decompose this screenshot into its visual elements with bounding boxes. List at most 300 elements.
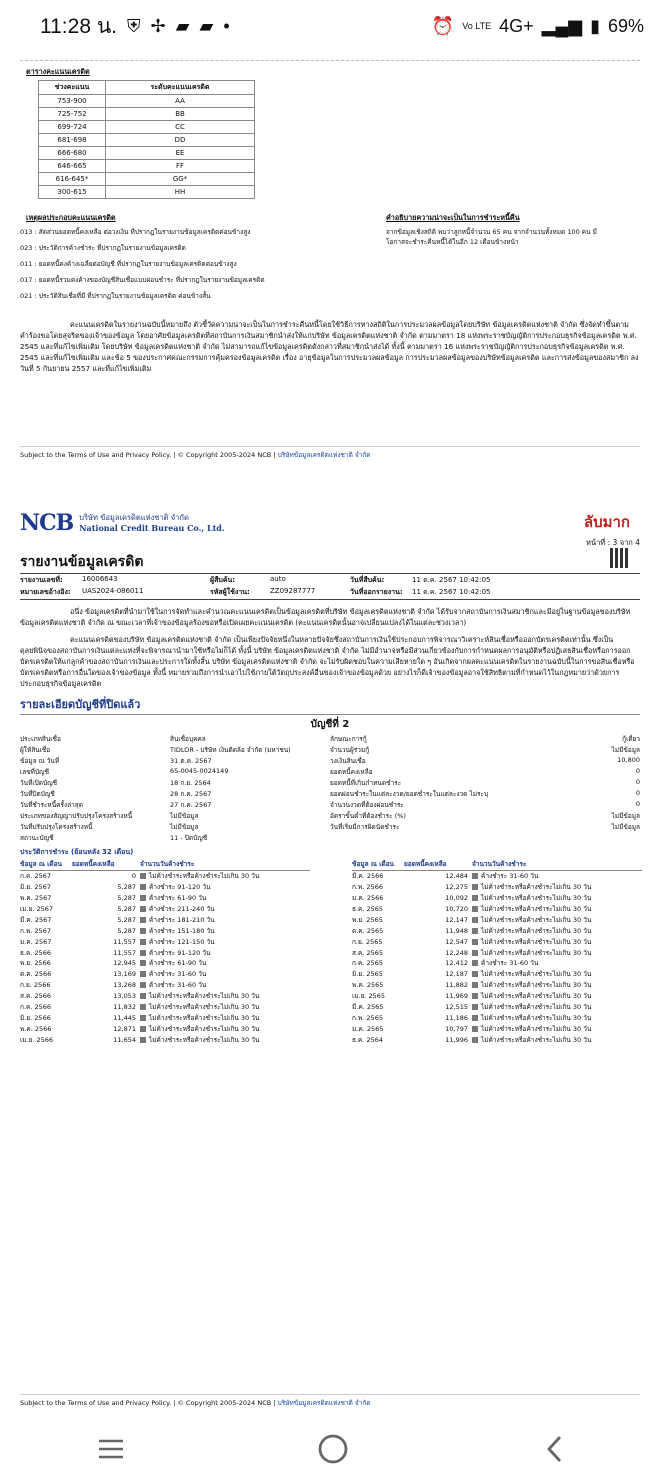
status-box-icon xyxy=(140,873,146,879)
report-title: รายงานข้อมูลเครดิต xyxy=(20,554,144,570)
detail-label: ข้อมูล ณ วันที่ xyxy=(20,757,60,765)
status-box-icon xyxy=(472,939,478,945)
history-row xyxy=(352,936,642,947)
detail-label: สถานะบัญชี xyxy=(20,834,54,842)
issue-date-value: 11 ต.ค. 2567 10:42:05 xyxy=(412,588,491,596)
history-balance: 5,287 xyxy=(117,926,136,935)
score-level-cell: CC xyxy=(106,121,255,134)
detail-value: ไม่มีข้อมูล xyxy=(170,823,199,831)
history-status xyxy=(472,882,642,892)
score-table-row xyxy=(39,186,255,199)
score-level-cell: FF xyxy=(106,160,255,173)
chat-icon: ▰ xyxy=(199,15,214,36)
status-box-icon xyxy=(140,906,146,912)
status-box-icon xyxy=(472,960,478,966)
history-row xyxy=(20,882,310,893)
status-bar xyxy=(0,0,666,52)
score-table-row xyxy=(39,147,255,160)
back-icon[interactable] xyxy=(525,1429,585,1469)
score-range-cell: 681-698 xyxy=(39,134,106,147)
history-status-text: ค้างชำระ 31-60 วัน xyxy=(481,959,539,968)
page-footer xyxy=(20,446,640,460)
detail-label: ประเภทของสัญญาปรับปรุงโครงสร้างหนี้ xyxy=(20,812,133,820)
history-status xyxy=(140,882,310,892)
history-status-text: ไม่ค้างชำระหรือค้างชำระไม่เกิน 30 วัน xyxy=(481,937,592,946)
detail-label: ยอดหนี้คงเหลือ xyxy=(330,768,373,776)
fan-icon: ✢ xyxy=(150,15,166,36)
status-box-icon xyxy=(140,950,146,956)
history-month: ม.ค. 2565 xyxy=(352,1024,384,1033)
detail-value: ไม่มีข้อมูล xyxy=(611,823,640,831)
history-status xyxy=(472,991,642,1001)
status-box-icon xyxy=(140,1004,146,1010)
history-balance: 11,557 xyxy=(113,937,136,946)
history-balance: 11,996 xyxy=(445,1035,468,1044)
history-balance: 0 xyxy=(131,872,136,881)
history-row xyxy=(352,871,642,882)
score-range-cell: 725-752 xyxy=(39,108,106,121)
detail-label: ยอดหนี้ที่เกินกำหนดชำระ xyxy=(330,779,402,787)
detail-label: วันที่ปิดบัญชี xyxy=(20,790,55,798)
history-status-text: ค้างชำระ 31-60 วัน xyxy=(481,872,539,881)
history-status-text: ไม่ค้างชำระหรือค้างชำระไม่เกิน 30 วัน xyxy=(481,948,592,957)
history-month: ส.ค. 2565 xyxy=(352,948,384,957)
battery-level: 69% xyxy=(607,15,644,36)
status-box-icon xyxy=(472,884,478,890)
history-status xyxy=(140,871,310,881)
history-row xyxy=(352,904,642,915)
detail-value: 18 ก.ย. 2564 xyxy=(170,779,211,787)
history-status xyxy=(140,958,310,968)
factor-item: 017 : ยอดหนี้รวมคงค้างของบัญชีสินเชื่อแบบผ่อนชำระ ที่ปรากฏในรายงานข้อมูลเครดิต xyxy=(20,276,265,284)
history-balance: 11,557 xyxy=(113,948,136,957)
history-status-text: ไม่ค้างชำระหรือค้างชำระไม่เกิน 30 วัน xyxy=(481,915,592,924)
volte-label: Vo LTE xyxy=(462,21,492,31)
score-level-cell: HH xyxy=(106,186,255,199)
history-row xyxy=(352,1034,642,1045)
inquiry-date-label: วันที่สืบค้น: xyxy=(350,576,385,584)
history-status xyxy=(140,893,310,903)
status-box-icon xyxy=(140,1026,146,1032)
history-row xyxy=(352,1002,642,1013)
history-status xyxy=(472,871,642,881)
history-header-cell: ข้อมูล ณ เดือน xyxy=(352,860,394,869)
detail-value: 28 ก.ค. 2567 xyxy=(170,790,212,798)
history-balance: 11,832 xyxy=(113,1003,136,1012)
history-row xyxy=(20,925,310,936)
score-table-row xyxy=(39,134,255,147)
detail-label: ยอดผ่อนชำระในแต่ละงวด/ยอดชำระในแต่ละงวด ไม่ระบุ xyxy=(330,790,489,798)
history-status xyxy=(140,969,310,979)
status-box-icon xyxy=(472,917,478,923)
report-info-bar xyxy=(20,573,640,600)
history-row xyxy=(352,914,642,925)
score-factors xyxy=(20,213,320,307)
score-table-row xyxy=(39,95,255,108)
history-balance: 11,882 xyxy=(445,981,468,990)
history-status-text: ค้างชำระ 121-150 วัน xyxy=(149,937,215,946)
history-row xyxy=(352,1023,642,1034)
history-status xyxy=(472,1013,642,1023)
score-level-cell: EE xyxy=(106,147,255,160)
company-name-th: บริษัท ข้อมูลเครดิตแห่งชาติ จำกัด xyxy=(79,512,189,522)
history-status-text: ค้างชำระ 181-210 วัน xyxy=(149,915,215,924)
history-header-cell: จำนวนวันค้างชำระ xyxy=(472,860,527,869)
history-row xyxy=(20,893,310,904)
history-status xyxy=(472,948,642,958)
signal-icon: ▂▄▆ xyxy=(541,15,583,36)
history-status-text: ค้างชำระ 61-90 วัน xyxy=(149,894,207,903)
detail-value: 65-0045-0024149 xyxy=(170,767,229,775)
detail-label: ผู้ให้สินเชื่อ xyxy=(20,746,51,754)
history-status-text: ไม่ค้างชำระหรือค้างชำระไม่เกิน 30 วัน xyxy=(149,1003,260,1012)
status-box-icon xyxy=(472,1004,478,1010)
status-box-icon xyxy=(140,1037,146,1043)
history-status-text: ค้างชำระ 211-240 วัน xyxy=(149,905,215,913)
alarm-icon: ⏰ xyxy=(431,15,455,36)
score-level-cell: BB xyxy=(106,108,255,121)
history-balance: 11,445 xyxy=(113,1013,136,1022)
inquiry-date-value: 11 ต.ค. 2567 10:42:05 xyxy=(412,576,491,584)
history-status-text: ค้างชำระ 151-180 วัน xyxy=(149,926,215,935)
history-month: พ.ย. 2565 xyxy=(352,915,383,924)
footer-link[interactable]: บริษัทข้อมูลเครดิตแห่งชาติ จำกัด xyxy=(277,451,371,459)
history-row xyxy=(20,980,310,991)
status-box-icon xyxy=(140,917,146,923)
history-status-text: ไม่ค้างชำระหรือค้างชำระไม่เกิน 30 วัน xyxy=(481,1024,592,1033)
score-table-title: ตารางคะแนนเครดิต xyxy=(26,67,90,76)
status-box-icon xyxy=(140,939,146,945)
status-box-icon xyxy=(140,928,146,934)
qr-code-icon xyxy=(610,548,630,568)
status-box-icon xyxy=(472,928,478,934)
history-status xyxy=(140,904,310,914)
history-month: ต.ค. 2565 xyxy=(352,926,384,935)
history-status-text: ไม่ค้างชำระหรือค้างชำระไม่เกิน 30 วัน xyxy=(481,883,592,892)
history-month: ก.พ. 2567 xyxy=(20,926,51,935)
factor-item: 021 : ประวัติสินเชื่อที่มี ที่ปรากฏในรายงานข้อมูลเครดิต ค่อนข้างสั้น xyxy=(20,292,211,300)
history-balance: 12,515 xyxy=(445,1003,468,1012)
status-box-icon xyxy=(140,960,146,966)
report-page-3 xyxy=(20,510,640,1045)
history-status-text: ไม่ค้างชำระหรือค้างชำระไม่เกิน 30 วัน xyxy=(481,1013,592,1022)
score-table xyxy=(38,80,255,199)
status-box-icon xyxy=(140,982,146,988)
status-box-icon xyxy=(140,895,146,901)
ncb-logo-text: NCB xyxy=(20,510,74,536)
score-range-cell: 666-680 xyxy=(39,147,106,160)
shield-icon: ⛨ xyxy=(127,15,141,36)
payment-history xyxy=(20,859,640,1045)
status-box-icon xyxy=(140,971,146,977)
confidential-label: ลับมาก xyxy=(583,513,630,531)
history-status xyxy=(472,926,642,936)
history-header-cell: จำนวนวันค้างชำระ xyxy=(140,860,195,869)
ref-label: หมายเลขอ้างอิง: xyxy=(20,588,71,596)
history-status xyxy=(140,1035,310,1045)
user-code-value: ZZ09287777 xyxy=(270,587,316,595)
detail-value: สินเชื่อบุคคล xyxy=(170,735,206,743)
history-status xyxy=(140,948,310,958)
history-status-text: ไม่ค้างชำระหรือค้างชำระไม่เกิน 30 วัน xyxy=(481,970,592,979)
detail-value: ไม่มีข้อมูล xyxy=(611,746,640,754)
score-table-row xyxy=(39,173,255,186)
history-month: ก.พ. 2566 xyxy=(352,883,383,892)
score-table-row xyxy=(39,121,255,134)
history-status xyxy=(472,1024,642,1034)
history-row xyxy=(352,991,642,1002)
history-row xyxy=(20,871,310,882)
status-box-icon xyxy=(140,993,146,999)
history-status xyxy=(472,969,642,979)
detail-value: 27 ก.ค. 2567 xyxy=(170,801,212,809)
history-row xyxy=(20,958,310,969)
score-range-cell: 300-615 xyxy=(39,186,106,199)
status-box-icon xyxy=(472,982,478,988)
history-month: เม.ย. 2567 xyxy=(20,905,54,913)
detail-value: 0 xyxy=(635,789,640,797)
history-balance: 10,720 xyxy=(445,905,468,913)
history-status xyxy=(472,1002,642,1012)
score-range-cell: 699-724 xyxy=(39,121,106,134)
history-balance: 11,948 xyxy=(445,926,468,935)
history-month: เม.ย. 2565 xyxy=(352,992,386,1001)
detail-value: 11 - ปิดบัญชี xyxy=(170,834,208,842)
history-month: พ.ค. 2565 xyxy=(352,981,384,990)
payment-history-title: ประวัติการชำระ (ย้อนหลัง 32 เดือน) xyxy=(20,848,134,856)
history-row xyxy=(352,882,642,893)
history-status xyxy=(140,1002,310,1012)
status-box-icon xyxy=(472,906,478,912)
history-month: ธ.ค. 2564 xyxy=(352,1035,384,1044)
chat-icon: ▰ xyxy=(175,15,190,36)
history-row xyxy=(20,991,310,1002)
history-month: ก.ย. 2566 xyxy=(20,981,51,990)
detail-label: วันที่เปิดบัญชี xyxy=(20,779,58,787)
history-status-text: ค้างชำระ 31-60 วัน xyxy=(149,970,207,979)
detail-value: TIDLOR - บริษัท เงินติดล้อ จำกัด (มหาชน) xyxy=(170,746,291,754)
disclaimer-paragraph-2: คะแนนเครดิตของบริษัท ข้อมูลเครดิตแห่งชาติ จำกัด เป็นเพียงปัจจัยหนึ่งในหลายปัจจัยซึ่งสถาบันการเงินใช้ประกอบการพิจารณาวิเคราะห์สินเชื่อหรือออกบัตรเครดิตเท่านั้น ซึ่งเป็นดุลยพินิจของสถาบันการเงินแต่ละแห่งที่จะพิจารณานำมาใช้หรือไม่ก็ได้ ทั้งนี้ บริษัท ข้อมูลเครดิตแห่งชาติ จำกัด ไม่มีอำนาจหรือมีส่วนเกี่ยวข้องกับการกำหนดผลการอนุมัติหรือปฏิเสธสินเชื่อหรือการออกบัตรเครดิตให้แก่ลูกค้าของสถาบันการเงินและประการใดทั้งสิ้น บริษัท ข้อมูลเครดิตแห่งชาติ จำกัด จะไม่รับผิดชอบในความเสียหายใด ๆ อันเกิดจากผลคะแนนเครดิตในรายงานฉบับนี้ในการขอสินเชื่อหรือบัตรเครดิตหรือการอื่นใดของเจ้าของข้อมูล ทั้งนี้ หมายรวมถึงการนำเอาไปใช้ภายใต้วัตถุประสงค์อื่นของเจ้าของข้อมูลด้วย อย่างไรก็ดีเจ้าของข้อมูลอาจใช้สิทธิตามที่กำหนดไว้ในกฎหมายว่าด้วยการประกอบธุรกิจข้อมูลเครดิต xyxy=(20,635,635,688)
status-box-icon xyxy=(472,993,478,999)
history-month: ม.ค. 2566 xyxy=(352,894,384,903)
history-balance: 5,287 xyxy=(117,915,136,924)
history-balance: 5,287 xyxy=(117,905,136,913)
history-balance: 11,969 xyxy=(445,992,468,1001)
history-status xyxy=(140,991,310,1001)
home-icon[interactable] xyxy=(303,1429,363,1469)
detail-value: 0 xyxy=(635,800,640,808)
history-row xyxy=(20,904,310,915)
history-month: ก.ค. 2565 xyxy=(352,959,384,968)
history-status-text: ไม่ค้างชำระหรือค้างชำระไม่เกิน 30 วัน xyxy=(481,926,592,935)
history-status-text: ไม่ค้างชำระหรือค้างชำระไม่เกิน 30 วัน xyxy=(481,1035,592,1044)
history-month: มิ.ย. 2567 xyxy=(20,883,51,892)
history-balance: 12,871 xyxy=(113,1024,136,1033)
history-row xyxy=(352,969,642,980)
report-no-value: 16006643 xyxy=(82,575,118,583)
history-status-text: ไม่ค้างชำระหรือค้างชำระไม่เกิน 30 วัน xyxy=(481,1003,592,1012)
history-status xyxy=(472,915,642,925)
detail-value: 0 xyxy=(635,767,640,775)
score-level-cell: AA xyxy=(106,95,255,108)
history-status-text: ค้างชำระ 91-120 วัน xyxy=(149,948,211,957)
inquirer-label: ผู้สืบค้น: xyxy=(210,576,236,584)
history-balance: 12,187 xyxy=(445,970,468,979)
history-balance: 13,053 xyxy=(113,992,136,1001)
detail-label: วันที่ปรับปรุงโครงสร้างหนี้ xyxy=(20,823,93,831)
detail-label: วันที่เริ่มมีการผิดนัดชำระ xyxy=(330,823,400,831)
history-row xyxy=(20,936,310,947)
history-row xyxy=(352,893,642,904)
detail-value: ไม่มีข้อมูล xyxy=(611,812,640,820)
history-status-text: ไม่ค้างชำระหรือค้างชำระไม่เกิน 30 วัน xyxy=(481,905,592,913)
account-title: บัญชีที่ 2 xyxy=(310,719,350,730)
user-code-label: รหัสผู้ใช้งาน: xyxy=(210,588,250,596)
score-explanation: คะแนนเครดิตในรายงานฉบับนี้หมายถึง ตัวชี้วัดความน่าจะเป็นในการชำระคืนหนี้โดยใช้วิธีการทางสถิติในการประมวลผลข้อมูลโดยบริษัท ข้อมูลเครดิตแห่งชาติ จำกัด ซึ่งจัดทำขึ้นตามคำร้องขอโดยสุจริตของเจ้าของข้อมูล โดยอาศัยข้อมูลเครดิตที่สถาบันการเงินสมาชิกนำส่งให้แก่บริษัท ข้อมูลเครดิตแห่งชาติ จำกัด ตามมาตรา 18 แห่งพระราชบัญญัติการประกอบธุรกิจข้อมูลเครดิต พ.ศ. 2545 และที่แก้ไขเพิ่มเติม โดยบริษัท ข้อมูลเครดิตแห่งชาติ จำกัด ไม่สามารถแก้ไขข้อมูลเครดิตดังกล่าวที่สมาชิกนำส่งได้ ทั้งนี้ ตามมาตรา 16 แห่งพระราชบัญญัติการประกอบธุรกิจข้อมูลเครดิต พ.ศ. 2545 และที่แก้ไขเพิ่มเติม และข้อ 5 ของประกาศคณะกรรมการคุ้มครองข้อมูลเครดิต เรื่อง อายุข้อมูลในการประมวลผลข้อมูล การประมวลผลข้อมูลของบริษัทข้อมูลเครดิต และการส่งข้อมูลของสมาชิก ลงวันที่ 5 กันยายน 2557 และที่แก้ไขเพิ่มเติม xyxy=(20,320,639,373)
history-month: มิ.ย. 2566 xyxy=(20,1013,51,1022)
recent-apps-icon[interactable] xyxy=(81,1429,141,1469)
history-month: เม.ย. 2566 xyxy=(20,1035,54,1044)
status-box-icon xyxy=(472,971,478,977)
footer-link[interactable]: บริษัทข้อมูลเครดิตแห่งชาติ จำกัด xyxy=(277,1399,371,1407)
history-balance: 12,484 xyxy=(445,872,468,881)
detail-value: 0 xyxy=(635,778,640,786)
detail-label: วันที่ชำระหนี้ครั้งล่าสุด xyxy=(20,801,83,809)
history-balance: 12,248 xyxy=(445,948,468,957)
detail-label: อัตราขั้นต่ำที่ต้องชำระ (%) xyxy=(330,812,406,820)
history-row xyxy=(20,1034,310,1045)
probability-box xyxy=(380,213,600,307)
status-box-icon xyxy=(472,1026,478,1032)
history-status xyxy=(472,1035,642,1045)
score-range-cell: 646-665 xyxy=(39,160,106,173)
status-box-icon xyxy=(472,1015,478,1021)
detail-label: จำนวนผู้ร่วมกู้ xyxy=(330,746,370,754)
history-status-text: ไม่ค้างชำระหรือค้างชำระไม่เกิน 30 วัน xyxy=(149,992,260,1001)
detail-label: วงเงินสินเชื่อ xyxy=(330,757,366,765)
history-month: ก.ค. 2567 xyxy=(20,872,52,881)
detail-value: ไม่มีข้อมูล xyxy=(170,812,199,820)
history-month: ม.ค. 2567 xyxy=(20,937,52,946)
history-header-cell: ข้อมูล ณ เดือน xyxy=(20,860,62,869)
history-row xyxy=(20,969,310,980)
probability-text: จากข้อมูลเชิงสถิติ พบว่าลูกหนี้จำนวน 65 คน จากจำนวนทั้งหมด 100 คน มีโอกาสจะชำระคืนหนี้ได้ในอีก 12 เดือนข้างหน้า xyxy=(386,228,597,246)
history-month: ก.พ. 2565 xyxy=(352,1013,383,1022)
history-balance: 11,654 xyxy=(113,1035,136,1044)
history-status xyxy=(472,980,642,990)
factor-item: 023 : ประวัติการค้างชำระ ที่ปรากฏในรายงานข้อมูลเครดิต xyxy=(20,244,186,252)
probability-title: คำอธิบายความน่าจะเป็นในการชำระหนี้คืน xyxy=(386,213,520,222)
history-row xyxy=(20,947,310,958)
history-status xyxy=(472,904,642,914)
factors-title: เหตุผลประกอบคะแนนเครดิต xyxy=(26,213,116,222)
history-status-text: ไม่ค้างชำระหรือค้างชำระไม่เกิน 30 วัน xyxy=(481,992,592,1001)
status-box-icon xyxy=(140,1015,146,1021)
history-row xyxy=(352,980,642,991)
history-balance: 12,275 xyxy=(445,883,468,892)
history-month: มิ.ย. 2565 xyxy=(352,970,383,979)
history-balance: 5,287 xyxy=(117,894,136,903)
network-label: 4G+ xyxy=(499,15,534,36)
detail-value xyxy=(510,833,640,843)
history-row xyxy=(20,1023,310,1034)
history-status xyxy=(472,937,642,947)
dot-icon: • xyxy=(223,15,230,36)
detail-label: ประเภทสินเชื่อ xyxy=(20,735,61,743)
history-balance: 11,186 xyxy=(445,1013,468,1022)
score-level-cell: DD xyxy=(106,134,255,147)
history-header-cell: ยอดหนี้คงเหลือ xyxy=(72,860,115,869)
status-box-icon xyxy=(472,895,478,901)
history-month: ก.ค. 2566 xyxy=(20,1003,52,1012)
battery-icon: ▮ xyxy=(590,15,600,36)
history-status xyxy=(140,980,310,990)
score-level-cell: GG* xyxy=(106,173,255,186)
page-number: หน้าที่ : 3 จาก 4 xyxy=(586,538,640,547)
page-footer xyxy=(20,1394,640,1408)
history-header-cell: ยอดหนี้คงเหลือ xyxy=(404,860,447,869)
score-table-header: ระดับคะแนนเครดิต xyxy=(106,81,255,95)
ref-value: UAS2024-086011 xyxy=(82,587,144,595)
factor-item: 013 : สัดส่วนยอดหนี้คงเหลือ ต่อวงเงิน ที่ปรากฏในรายงานข้อมูลเครดิตค่อนข้างสูง xyxy=(20,228,251,236)
history-status xyxy=(140,1024,310,1034)
history-status xyxy=(140,926,310,936)
history-row xyxy=(20,1002,310,1013)
inquirer-value: auto xyxy=(270,575,286,583)
status-box-icon xyxy=(472,873,478,879)
history-month: มี.ค. 2567 xyxy=(20,915,52,924)
history-balance: 12,547 xyxy=(445,937,468,946)
divider xyxy=(20,60,640,61)
issue-date-label: วันที่ออกรายงาน: xyxy=(350,588,403,596)
history-status-text: ไม่ค้างชำระหรือค้างชำระไม่เกิน 30 วัน xyxy=(149,1035,260,1044)
detail-value: 31 ต.ค. 2567 xyxy=(170,757,212,765)
history-month: ส.ค. 2566 xyxy=(20,992,52,1001)
closed-accounts-title: รายละเอียดบัญชีที่ปิดแล้ว xyxy=(20,695,640,715)
history-month: ต.ค. 2566 xyxy=(20,970,52,979)
history-balance: 12,412 xyxy=(445,959,468,968)
android-nav-bar xyxy=(0,1418,666,1480)
score-table-header: ช่วงคะแนน xyxy=(39,81,106,95)
history-month: ธ.ค. 2565 xyxy=(352,905,384,913)
history-row xyxy=(20,1012,310,1023)
status-box-icon xyxy=(472,1037,478,1043)
ncb-logo xyxy=(20,510,225,536)
history-header xyxy=(20,859,310,871)
history-balance: 13,169 xyxy=(113,970,136,979)
history-balance: 10,797 xyxy=(445,1024,468,1033)
history-status-text: ค้างชำระ 91-120 วัน xyxy=(149,883,211,892)
detail-value: กู้เดี่ยว xyxy=(622,735,640,743)
history-status-text: ไม่ค้างชำระหรือค้างชำระไม่เกิน 30 วัน xyxy=(481,894,592,903)
history-row xyxy=(20,914,310,925)
factor-item: 011 : ยอดหนี้คงค้างเฉลี่ยต่อบัญชี ที่ปรากฏในรายงานข้อมูลเครดิตค่อนข้างสูง xyxy=(20,260,237,268)
history-balance: 12,945 xyxy=(113,959,136,968)
history-balance: 5,287 xyxy=(117,883,136,892)
history-row xyxy=(352,958,642,969)
report-page-previous xyxy=(20,60,650,460)
history-status-text: ค้างชำระ 61-90 วัน xyxy=(149,959,207,968)
detail-label: จำนวนงวดที่ต้องผ่อนชำระ xyxy=(330,801,404,809)
detail-label: ลักษณะการกู้ xyxy=(330,735,367,743)
history-row xyxy=(352,1012,642,1023)
history-month: ธ.ค. 2566 xyxy=(20,948,52,957)
history-status-text: ค้างชำระ 31-60 วัน xyxy=(149,981,207,990)
detail-label xyxy=(330,833,510,843)
score-table-row xyxy=(39,160,255,173)
history-month: พ.ย. 2566 xyxy=(20,959,51,968)
history-month: มี.ค. 2566 xyxy=(352,872,384,881)
